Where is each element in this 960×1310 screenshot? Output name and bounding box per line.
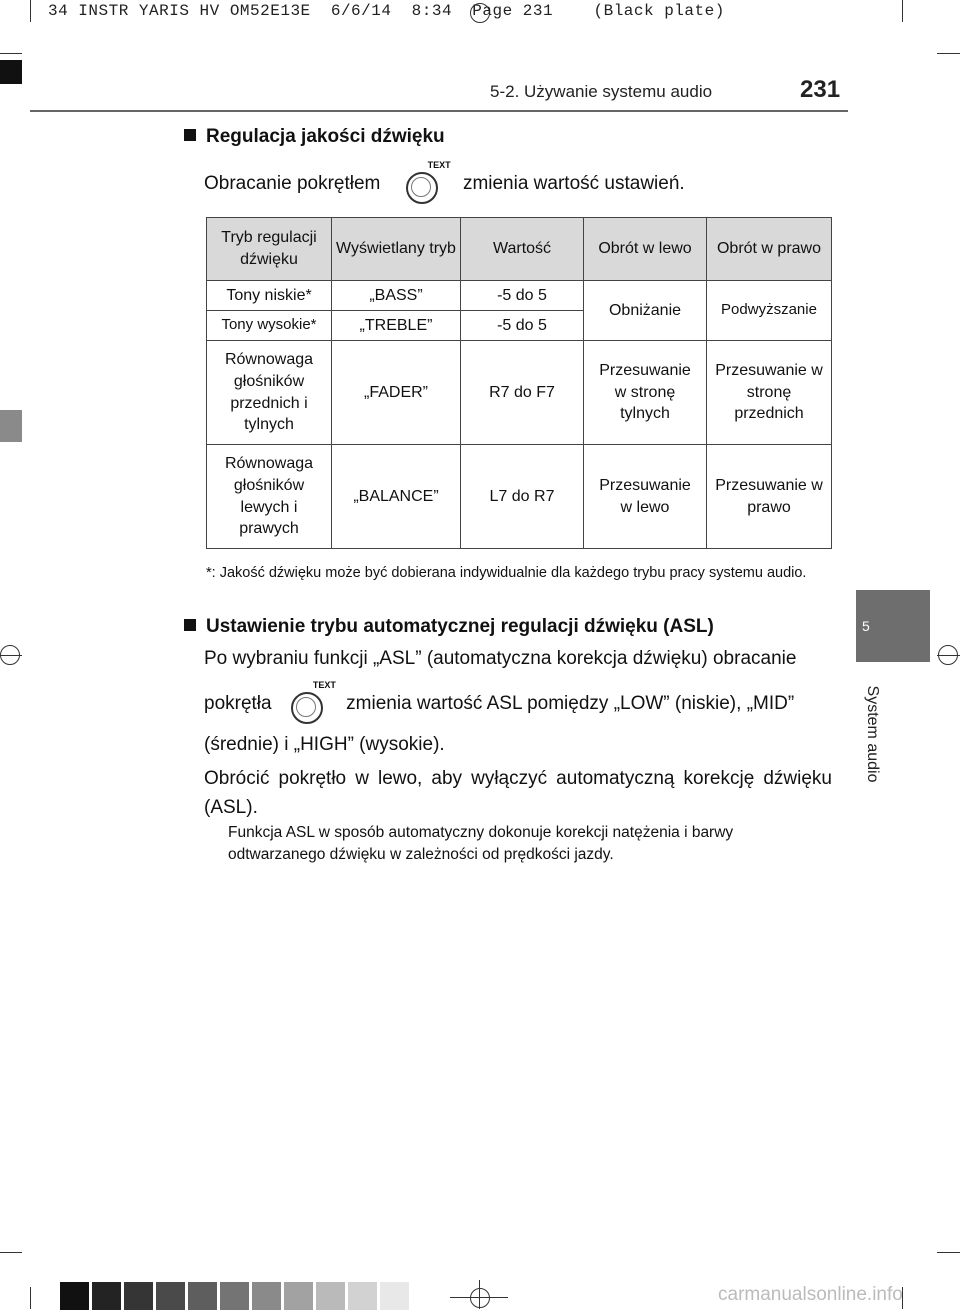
table-row bbox=[207, 341, 832, 445]
table-row bbox=[207, 445, 832, 549]
table-cell: -5 do 5 bbox=[461, 311, 584, 341]
running-header: 5-2. Używanie systemu audio bbox=[490, 82, 713, 101]
crop-mark bbox=[902, 0, 903, 22]
crop-mark bbox=[30, 1287, 31, 1309]
registration-mark bbox=[938, 645, 958, 665]
gray-tab-marker bbox=[0, 410, 22, 442]
crop-mark bbox=[479, 1280, 480, 1309]
color-swatch bbox=[156, 1282, 185, 1310]
bullet-square-icon bbox=[184, 129, 196, 141]
header-rule bbox=[30, 110, 848, 112]
sound-settings-table bbox=[206, 217, 832, 549]
color-swatch bbox=[124, 1282, 153, 1310]
paragraph: Obracanie pokrętłem TEXT zmienia wartość ustawień. bbox=[204, 166, 685, 202]
table-cell: Równowaga głośników lewych i prawych bbox=[207, 445, 332, 549]
section-heading: Regulacja jakości dźwięku bbox=[184, 126, 445, 148]
table-header: Obrót w lewo bbox=[584, 218, 707, 281]
table-cell: L7 do R7 bbox=[461, 445, 584, 549]
table-cell: „TREBLE” bbox=[332, 311, 461, 341]
page-number: 231 bbox=[800, 76, 841, 103]
table-cell: „BASS” bbox=[332, 281, 461, 311]
table-row bbox=[207, 281, 832, 311]
table-footnote: *: Jakość dźwięku może być dobierana indywidualnie dla każdego trybu pracy systemu audio. bbox=[206, 565, 807, 581]
registration-mark bbox=[470, 1288, 490, 1308]
color-swatch bbox=[92, 1282, 121, 1310]
registration-mark bbox=[0, 645, 20, 665]
crop-mark bbox=[30, 0, 31, 22]
color-swatch bbox=[220, 1282, 249, 1310]
table-cell: Tony wysokie* bbox=[207, 311, 332, 341]
color-swatch bbox=[60, 1282, 89, 1310]
chapter-title: System audio bbox=[864, 685, 881, 783]
table-cell: Przesuwanie w prawo bbox=[707, 445, 832, 549]
table-cell: Równowaga głośników przednich i tylnych bbox=[207, 341, 332, 445]
black-tab-marker bbox=[0, 60, 22, 84]
tune-knob-icon: TEXT bbox=[406, 166, 442, 202]
table-cell: Przesuwanie w stronę tylnych bbox=[584, 341, 707, 445]
table-cell: Podwyższanie bbox=[707, 281, 832, 341]
crop-mark bbox=[0, 53, 22, 54]
table-cell: Przesuwanie w lewo bbox=[584, 445, 707, 549]
table-cell: Tony niskie* bbox=[207, 281, 332, 311]
color-swatch bbox=[252, 1282, 281, 1310]
section-heading: Ustawienie trybu automatycznej regulacji dźwięku (ASL) bbox=[184, 616, 714, 638]
bullet-square-icon bbox=[184, 619, 196, 631]
table-cell: R7 do F7 bbox=[461, 341, 584, 445]
paragraph-line: (średnie) i „HIGH” (wysokie). bbox=[204, 734, 445, 755]
chapter-title-vertical bbox=[862, 675, 882, 795]
chapter-number: 5 bbox=[862, 618, 870, 634]
crop-mark bbox=[937, 53, 960, 54]
chapter-tab bbox=[856, 590, 930, 662]
color-swatch bbox=[188, 1282, 217, 1310]
table-header: Wartość bbox=[461, 218, 584, 281]
table-header: Obrót w prawo bbox=[707, 218, 832, 281]
tune-knob-icon: TEXT bbox=[291, 686, 327, 722]
table-cell: Obniżanie bbox=[584, 281, 707, 341]
crop-mark bbox=[0, 1252, 22, 1253]
table-header: Tryb regulacji dźwięku bbox=[207, 218, 332, 281]
table-cell: „FADER” bbox=[332, 341, 461, 445]
print-plate-info: 34 INSTR YARIS HV OM52E13E 6/6/14 8:34 Page 231 (Black plate) bbox=[48, 2, 725, 20]
paragraph-line: Po wybraniu funkcji „ASL” (automatyczna korekcja dźwięku) obracanie bbox=[204, 648, 797, 669]
color-swatch bbox=[284, 1282, 313, 1310]
note-text: Funkcja ASL w sposób automatyczny dokonuje korekcji natężenia i barwy odtwarzanego dźwięku w zależności od prędkości jazdy. bbox=[228, 824, 734, 863]
crop-mark bbox=[937, 1252, 960, 1253]
table-cell: „BALANCE” bbox=[332, 445, 461, 549]
table-header: Wyświetlany tryb bbox=[332, 218, 461, 281]
table-cell: Przesuwanie w stronę przednich bbox=[707, 341, 832, 445]
color-swatch bbox=[316, 1282, 345, 1310]
color-swatch bbox=[348, 1282, 377, 1310]
paragraph: Obrócić pokrętło w lewo, aby wyłączyć automatyczną korekcję dźwięku (ASL). bbox=[204, 768, 832, 819]
watermark: carmanualsonline.info bbox=[718, 1284, 903, 1305]
paragraph-line: pokrętła TEXT zmienia wartość ASL pomiędzy „LOW” (niskie), „MID” bbox=[204, 686, 832, 722]
color-swatch bbox=[380, 1282, 409, 1310]
table-cell: -5 do 5 bbox=[461, 281, 584, 311]
